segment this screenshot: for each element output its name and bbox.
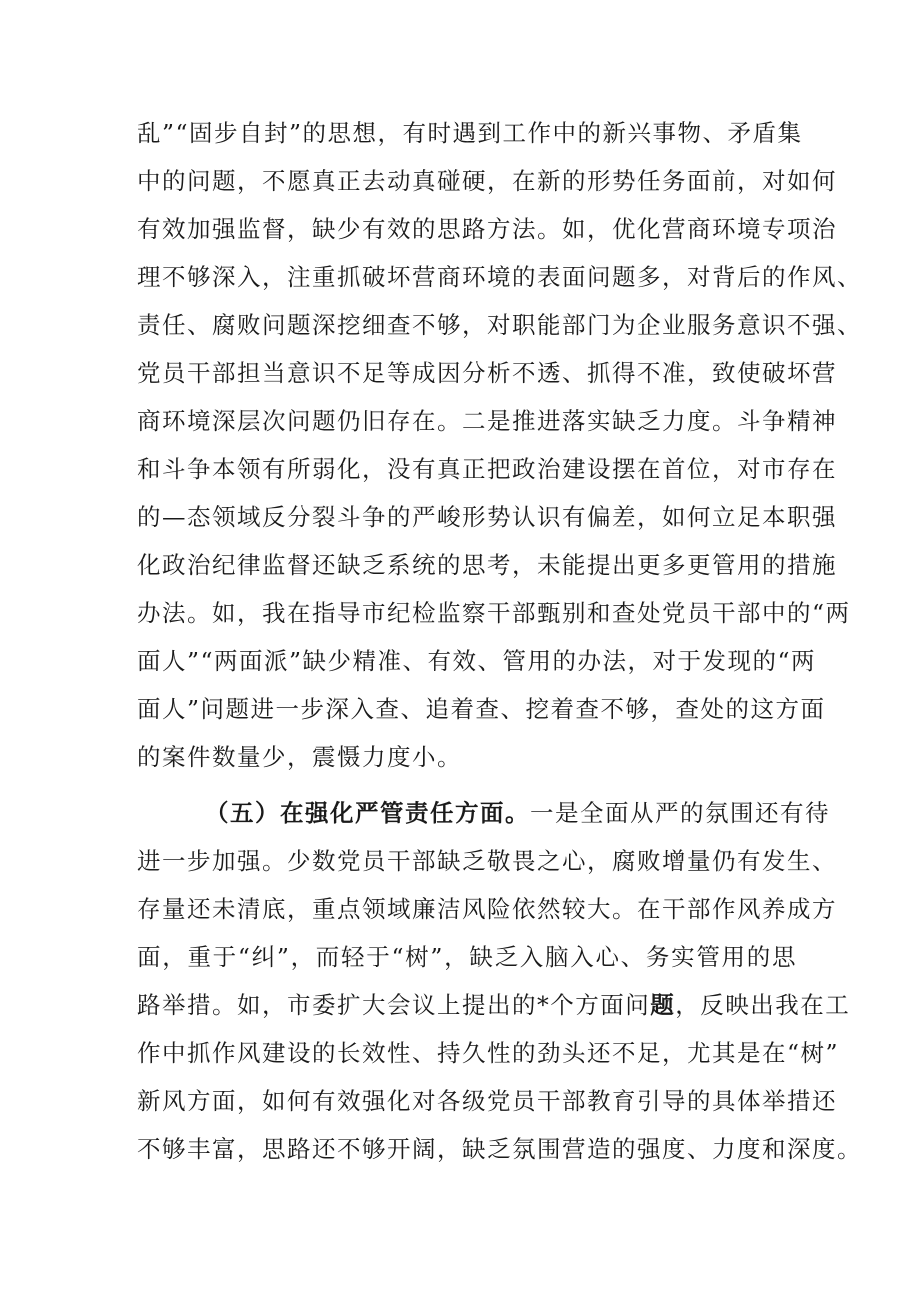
text-span: 路举措。如，市委扩大会议上提出的*个方面问: [137, 991, 651, 1019]
text-line: 面人”“两面派”缺少精准、有效、管用的办法，对于发现的“两: [137, 647, 817, 675]
text-line: 不够丰富，思路还不够开阔，缺乏氛围营造的强度、力度和深度。: [137, 1135, 862, 1163]
text-line: 党员干部担当意识不足等成因分析不透、抓得不准，致使破坏营: [137, 359, 837, 387]
text-line: 理不够深入，注重抓破坏营商环境的表面问题多，对背后的作风、: [137, 263, 862, 291]
text-line: 作中抓作风建设的长效性、持久性的劲头还不足，尤其是在“树”: [137, 1039, 840, 1067]
text-line: 的案件数量少，震慑力度小。: [137, 743, 462, 771]
text-line: 有效加强监督，缺少有效的思路方法。如，优化营商环境专项治: [137, 215, 837, 243]
section-heading: （五）在强化严管责任方面。: [205, 799, 530, 827]
text-line-mixed: [137, 989, 851, 1021]
text-line: 面，重于“纠”，而轻于“树”，缺乏入脑入心、务实管用的思: [137, 943, 797, 971]
text-span: 一是全面从严的氛围还有待: [530, 799, 830, 827]
text-line: 面人”问题进一步深入查、追着查、挖着查不够，查处的这方面: [137, 695, 826, 723]
text-line: 责任、腐败问题深挖细查不够，对职能部门为企业服务意识不强、: [137, 311, 862, 339]
text-line: 进一步加强。少数党员干部缺乏敬畏之心，腐败增量仍有发生、: [137, 847, 837, 875]
text-line: 的—态领域反分裂斗争的严峻形势认识有偏差，如何立足本职强: [137, 503, 837, 531]
text-line: 化政治纪律监督还缺乏系统的思考，未能提出更多更管用的措施: [137, 551, 837, 579]
bold-char: 题: [650, 991, 676, 1019]
text-line: 办法。如，我在指导市纪检监察干部甄别和查处党员干部中的“两: [137, 599, 851, 627]
text-line: 中的问题，不愿真正去动真碰硬，在新的形势任务面前，对如何: [137, 167, 837, 195]
text-line: 乱”“固步自封”的思想，有时遇到工作中的新兴事物、矛盾集: [137, 119, 803, 147]
text-line: 存量还未清底，重点领域廉洁风险依然较大。在干部作风养成方: [137, 895, 837, 923]
text-line: 新风方面，如何有效强化对各级党员干部教育引导的具体举措还: [137, 1087, 837, 1115]
text-line: 商环境深层次问题仍旧存在。二是推进落实缺乏力度。斗争精神: [137, 407, 837, 435]
section-first-line: [205, 797, 830, 829]
text-line: 和斗争本领有所弱化，没有真正把政治建设摆在首位，对市存在: [137, 455, 837, 483]
text-span: ，反映出我在工: [675, 991, 851, 1019]
